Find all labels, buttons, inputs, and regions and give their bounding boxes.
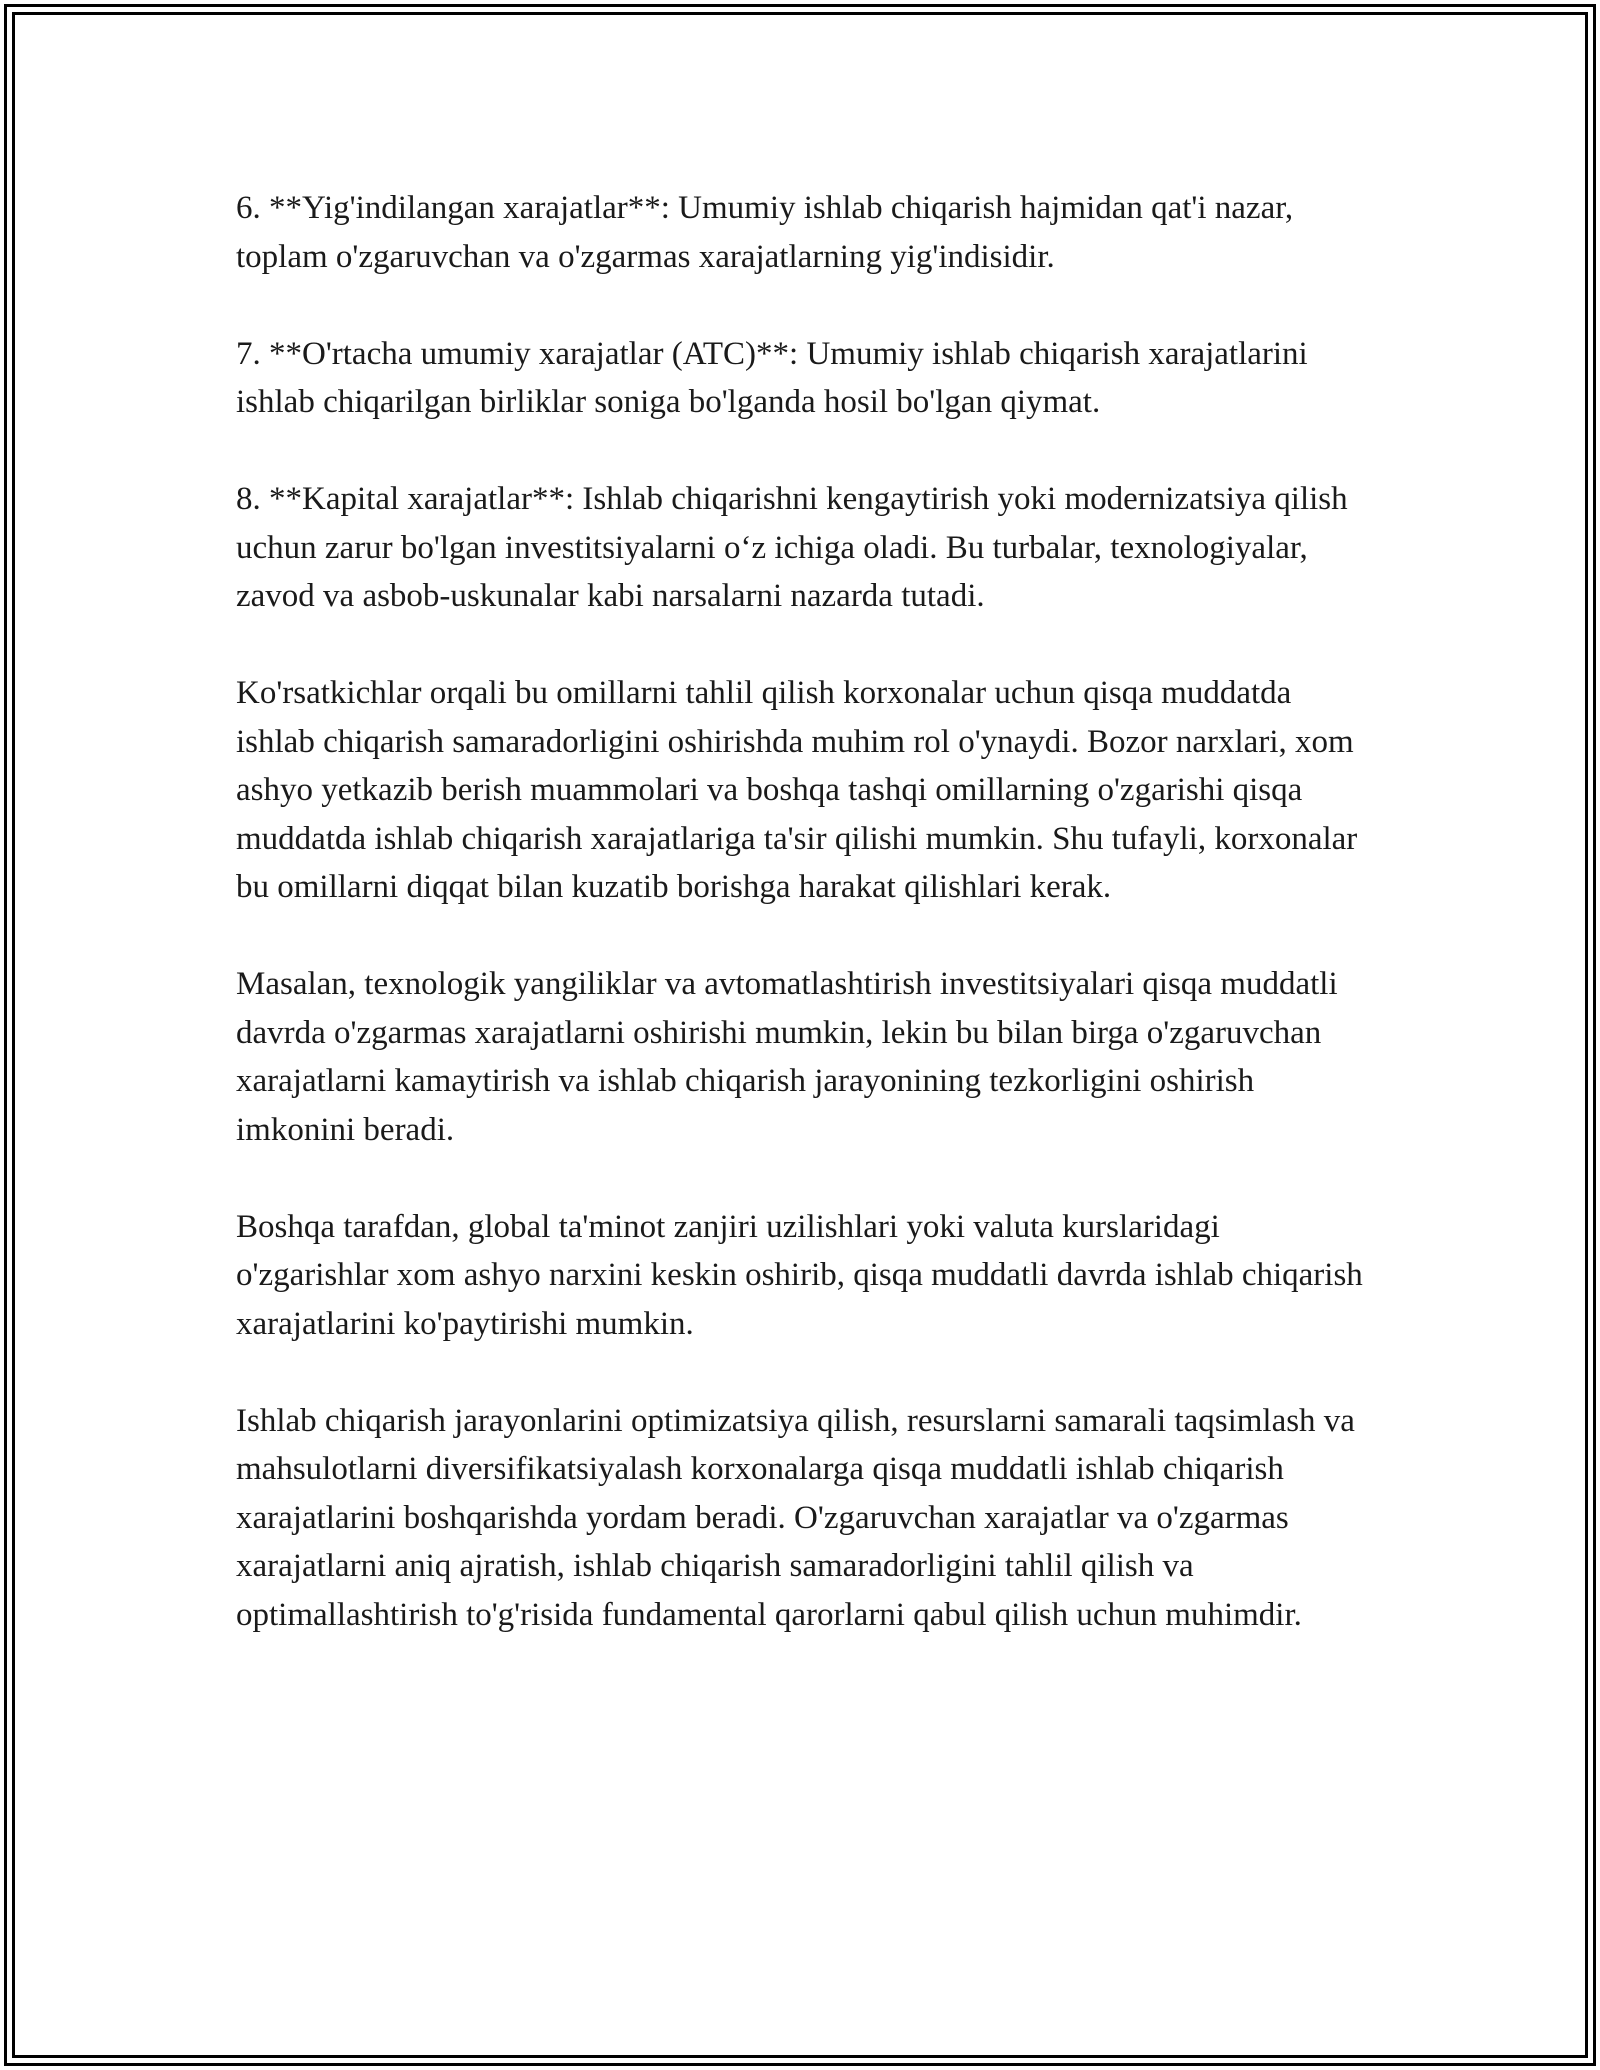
paragraph-optimizatsiya: Ishlab chiqarish jarayonlarini optimizatsiya qilish, resurslarni samarali taqsimlash va mahsulotlarni diversifikatsiyalash korxonalarga qisqa muddatli ishlab chiqarish xarajatlarini boshqarishda yordam beradi. O'zgaruvchan xarajatlar va o'zgarmas xarajatlarni aniq ajratish, ishlab chiqarish samaradorligini tahlil qilish va optimallashtirish to'g'risida fundamental qarorlarni qabul qilish uchun muhimdir. xyxy=(236,1402,1355,1633)
paragraph-boshqa-tarafdan: Boshqa tarafdan, global ta'minot zanjiri uzilishlari yoki valuta kurslaridagi o'zgarishlar xom ashyo narxini keskin oshirib, qisqa muddatli davrda ishlab chiqarish xarajatlarini ko'paytirishi mumkin. xyxy=(236,1208,1363,1342)
paragraph-ortacha-umumiy-xarajatlar: 7. **O'rtacha umumiy xarajatlar (ATC)**: Umumiy ishlab chiqarish xarajatlarini ishlab chiqarilgan birliklar soniga bo'lganda hosil bo'lgan qiymat. xyxy=(236,335,1308,420)
paragraph-korsatkichlar: Ko'rsatkichlar orqali bu omillarni tahlil qilish korxonalar uchun qisqa muddatda ishlab chiqarish samaradorligini oshirishda muhim rol o'ynaydi. Bozor narxlari, xom ashyo yetkazib berish muammolari va boshqa tashqi omillarning o'zgarishi qisqa muddatda ishlab chiqarish xarajatlariga ta'sir qilishi mumkin. Shu tufayli, korxonalar bu omillarni diqqat bilan kuzatib borishga harakat qilishlari kerak. xyxy=(236,675,1358,905)
document-body xyxy=(236,184,1366,1688)
paragraph-kapital-xarajatlar: 8. **Kapital xarajatlar**: Ishlab chiqarishni kengaytirish yoki modernizatsiya qilish uchun zarur bo'lgan investitsiyalarni o‘z ichiga oladi. Bu turbalar, texnologiyalar, zavod va asbob-uskunalar kabi narsalarni nazarda tutadi. xyxy=(236,481,1348,614)
paragraph-yigindilangan-xarajatlar: 6. **Yig'indilangan xarajatlar**: Umumiy ishlab chiqarish hajmidan qat'i nazar, toplam o'zgaruvchan va o'zgarmas xarajatlarning yig'indisidir. xyxy=(236,190,1294,275)
paragraph-masalan: Masalan, texnologik yangiliklar va avtomatlashtirish investitsiyalari qisqa muddatli davrda o'zgarmas xarajatlarni oshirishi mumkin, lekin bu bilan birga o'zgaruvchan xarajatlarni kamaytirish va ishlab chiqarish jarayonining tezkorligini oshirish imkonini beradi. xyxy=(236,966,1338,1148)
